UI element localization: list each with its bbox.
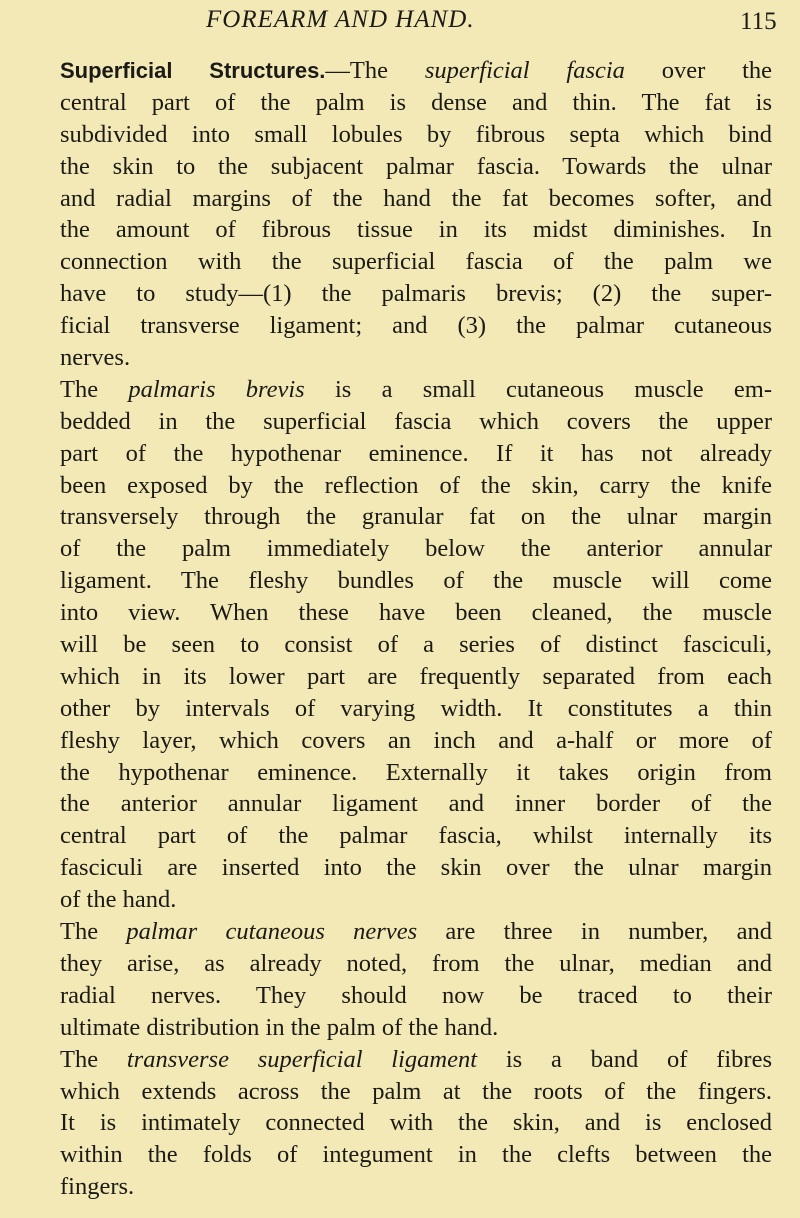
text-span: ligament. The fleshy bundles of the muscle will come — [60, 567, 772, 595]
header-title: FOREARM AND HAND. — [206, 6, 475, 33]
text-span: —The — [325, 57, 425, 84]
text-span: connection with the superficial fascia of the palm we — [60, 248, 772, 276]
text-span: ultimate distribution in the palm of the hand. — [60, 1013, 499, 1041]
body-text — [60, 55, 772, 1203]
text-span: ficial transverse ligament; and (3) the palmar cutaneous — [60, 312, 772, 340]
text-span: the amount of fibrous tissue in its midst diminishes. In — [60, 216, 772, 244]
text-span: of the palm immediately below the anterior annular — [60, 535, 772, 563]
text-line — [60, 119, 772, 151]
text-span: fasciculi are inserted into the skin over the ulnar margin — [60, 854, 772, 882]
text-span: fingers. — [60, 1173, 135, 1201]
text-line — [60, 757, 772, 789]
text-span: are three in number, and — [417, 918, 772, 946]
text-line — [60, 246, 772, 278]
text-line — [60, 1076, 772, 1108]
text-line — [60, 1012, 772, 1044]
text-span: the skin to the subjacent palmar fascia. Towards the ulnar — [60, 152, 772, 180]
text-span: which in its lower part are frequently separated from each — [60, 662, 772, 690]
text-span: is a small cutaneous muscle em- — [304, 375, 773, 403]
text-span: is a band of fibres — [477, 1045, 772, 1073]
text-line — [60, 406, 772, 438]
text-span: into view. When these have been cleaned, the muscle — [60, 599, 772, 627]
text-line — [60, 55, 772, 87]
text-span: been exposed by the reflection of the skin, carry the knife — [60, 471, 772, 499]
text-line — [60, 980, 772, 1012]
text-line — [60, 661, 772, 693]
text-span: transversely through the granular fat on the ulnar margin — [60, 503, 772, 531]
text-line — [60, 820, 772, 852]
text-line — [60, 916, 772, 948]
text-span: the anterior annular ligament and inner border of the — [60, 790, 772, 818]
italic-term: palmar cutaneous nerves — [126, 918, 418, 946]
text-span: subdivided into small lobules by fibrous septa which bind — [60, 120, 772, 148]
text-line — [60, 470, 772, 502]
text-span: over the — [624, 57, 772, 84]
text-line — [60, 1044, 772, 1076]
text-line — [60, 278, 772, 310]
italic-term: superficial fascia — [424, 57, 625, 84]
text-line — [60, 852, 772, 884]
text-line — [60, 310, 772, 342]
text-line — [60, 565, 772, 597]
text-span: The — [60, 918, 127, 946]
text-line — [60, 1107, 772, 1139]
italic-term: palmaris brevis — [128, 375, 305, 403]
running-header — [0, 4, 800, 40]
text-span: The — [60, 1045, 127, 1073]
text-span: have to study—(1) the palmaris brevis; (2) the super- — [60, 280, 772, 308]
text-line — [60, 1139, 772, 1171]
text-line — [60, 597, 772, 629]
text-span: will be seen to consist of a series of distinct fasciculi, — [60, 631, 772, 659]
text-line — [60, 214, 772, 246]
text-line — [60, 87, 772, 119]
text-span: of the hand. — [60, 886, 177, 914]
text-line — [60, 342, 772, 374]
text-line — [60, 693, 772, 725]
text-span: fleshy layer, which covers an inch and a-half or more of — [60, 726, 772, 754]
text-span: which extends across the palm at the roots of the fingers. — [60, 1077, 772, 1105]
text-span: bedded in the superficial fascia which covers the upper — [60, 407, 772, 435]
text-span: they arise, as already noted, from the ulnar, median and — [60, 949, 772, 977]
section-heading: Superficial Structures. — [60, 58, 326, 83]
text-line — [60, 151, 772, 183]
text-line — [60, 438, 772, 470]
text-span: nerves. — [60, 344, 131, 372]
text-span: The — [60, 375, 129, 403]
text-line — [60, 1171, 772, 1203]
text-span: central part of the palmar fascia, whilst internally its — [60, 822, 772, 850]
text-line — [60, 374, 772, 406]
text-line — [60, 725, 772, 757]
page-number: 115 — [740, 8, 777, 35]
text-line — [60, 948, 772, 980]
text-line — [60, 533, 772, 565]
text-line — [60, 501, 772, 533]
text-span: the hypothenar eminence. Externally it takes origin from — [60, 758, 772, 786]
italic-term: transverse superficial ligament — [126, 1045, 478, 1073]
text-line — [60, 183, 772, 215]
text-line — [60, 788, 772, 820]
text-line — [60, 884, 772, 916]
text-line — [60, 629, 772, 661]
text-span: It is intimately connected with the skin, and is enclosed — [60, 1109, 772, 1137]
text-span: within the folds of integument in the clefts between the — [60, 1141, 772, 1169]
text-span: radial nerves. They should now be traced to their — [60, 981, 772, 1009]
text-span: and radial margins of the hand the fat becomes softer, and — [60, 184, 772, 212]
text-span: central part of the palm is dense and thin. The fat is — [60, 88, 772, 116]
text-span: part of the hypothenar eminence. If it has not already — [60, 439, 772, 467]
text-span: other by intervals of varying width. It constitutes a thin — [60, 694, 772, 722]
